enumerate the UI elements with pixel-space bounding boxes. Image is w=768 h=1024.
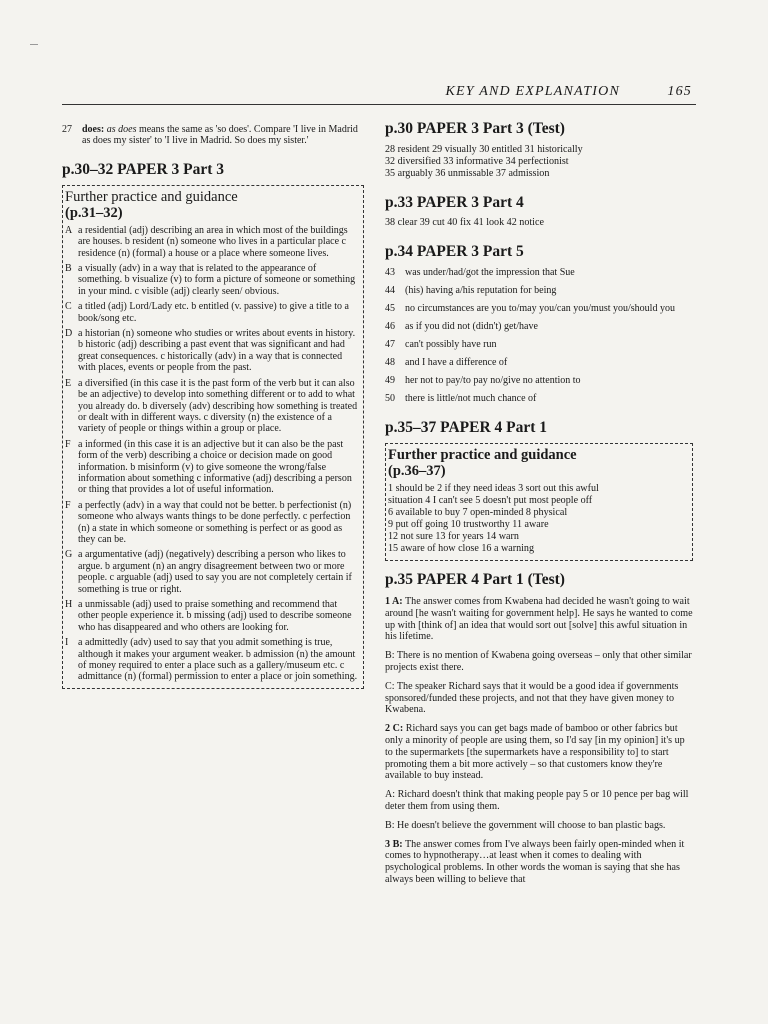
section-title-p35-37: p.35–37 PAPER 4 Part 1: [385, 419, 548, 436]
section-title-p34: p.34 PAPER 3 Part 5: [385, 243, 524, 260]
item-text: her not to pay/to pay no/give no attention to: [405, 375, 581, 386]
paragraph-text: C: The speaker Richard says that it would be a good idea if governments sponsored/funded these projects, and not that they have given money to Kwabena.: [385, 680, 679, 716]
answer-line: 28 resident 29 visually 30 entitled 31 historically: [385, 144, 583, 155]
practice-entry: [65, 549, 359, 595]
practice-entry: [65, 599, 359, 633]
explanation-paragraph: [385, 596, 693, 643]
section-title-p30-32: p.30–32 PAPER 3 Part 3: [62, 160, 225, 178]
entry-letter: F: [65, 499, 71, 511]
entry-text: a titled (adj) Lord/Lady etc. b entitled (v. passive) to give a title to a book/song etc.: [78, 301, 349, 324]
item-27: [62, 124, 364, 147]
item-text: (his) having a/his reputation for being: [405, 285, 557, 296]
practice-entry: [65, 439, 359, 496]
item-text: was under/had/got the impression that Sue: [405, 267, 575, 278]
p30-answers: [385, 144, 693, 180]
entry-text: a residential (adj) describing an area in which most of the buildings are houses. b resident (n) someone who lives in a particular place c residence (n) (formal) a house or a place where someone lives.: [78, 224, 348, 259]
entry-text: a diversified (in this case it is the past form of the verb but it can also be an adjective) to develop into something different or to add to what you already do. b diversely (adv) describing how something is treated or dealt with in different ways. c diversity (n) the existence of a variety of people or things within a group or place.: [78, 377, 358, 435]
practice-box-right: [385, 443, 693, 561]
box-title: Further practice and guidance: [65, 188, 238, 205]
practice-entry: [65, 301, 359, 324]
item-text: means the same as 'so does'. Compare 'I live in Madrid as does my sister' to 'I live in Madrid. So does my sister.': [82, 124, 358, 147]
entry-letter: G: [65, 549, 73, 561]
corner-mark: [30, 44, 38, 45]
page-number: 165: [667, 84, 692, 99]
section-title-p33: p.33 PAPER 3 Part 4: [385, 194, 524, 211]
answer-line: 15 aware of how close 16 a warning: [388, 543, 535, 554]
item-number: 27: [62, 124, 72, 135]
header-rule: [62, 104, 696, 105]
practice-entry: [65, 637, 359, 683]
item-text: can't possibly have run: [405, 339, 497, 350]
explanation-paragraphs: [385, 596, 693, 886]
box-subtitle: (p.31–32): [65, 204, 123, 221]
answer-line: 6 available to buy 7 open-minded 8 physical: [388, 507, 568, 518]
entry-text: a visually (adv) in a way that is related to the appearance of something. b visualize (v) to form a picture of someone or something in your mind. c visible (adj) clearly seen/ obvious.: [78, 263, 356, 297]
entry-letter: B: [65, 263, 72, 275]
practice-entry: [65, 378, 359, 435]
entry-letter: E: [65, 377, 72, 389]
item-number: 43: [385, 267, 395, 278]
section-title-p30-test: p.30 PAPER 3 Part 3 (Test): [385, 120, 565, 137]
p34-item: [385, 375, 693, 387]
answer-line: 12 not sure 13 for years 14 warn: [388, 531, 519, 542]
item-text: and I have a difference of: [405, 357, 508, 368]
item-number: 44: [385, 285, 395, 296]
item-number: 45: [385, 303, 395, 314]
box-answers: [388, 483, 688, 555]
entry-letter: C: [65, 301, 72, 313]
answer-line: 1 should be 2 if they need ideas 3 sort out this awful: [388, 483, 599, 494]
entry-text: a informed (in this case it is an adjective but it can also be the past form of the verb) describing a choice or decision made on good information. b misinform (v) to give someone the wrong/false information about something c informative (adj) describing a person or thing that provides a lot of useful information.: [78, 438, 352, 496]
practice-entry: [65, 225, 359, 259]
practice-entry: [65, 500, 359, 546]
item-number: 48: [385, 357, 395, 368]
entry-text: a admittedly (adv) used to say that you admit something is true, although it makes your argument weaker. b admission (n) the amount of money required to enter a place such as a gallery/museum etc. c admittance (n) (formal) permission to enter a place or join something.: [78, 637, 358, 683]
explanation-paragraph: [385, 723, 693, 782]
answer-line: 35 arguably 36 unmissable 37 admission: [385, 168, 550, 179]
entry-letter: D: [65, 328, 73, 340]
item-text: no circumstances are you to/may you/can you/must you/should you: [405, 303, 675, 314]
entry-text: a argumentative (adj) (negatively) describing a person who likes to argue. b argument (n) an angry disagreement between two or more people. c arguable (adj) used to say you are not completely certain if something is true or right.: [78, 549, 352, 595]
p34-item: [385, 339, 693, 351]
paragraph-text: Richard says you can get bags made of bamboo or other fabrics but only a minority of people are using them, so I'd say [in my opinion] it's up to the supermarkets [the supermarkets have a responsibility to] to start promoting them a bit more actively – so that customers know they're available to buy instead.: [385, 723, 685, 782]
paragraph-text: The answer comes from Kwabena had decided he wasn't going to wait around [he wasn't waiting for government help]. He says he wanted to come up with [think of] an idea that would sort out [solve] this awful situation in his lifetime.: [385, 596, 693, 643]
section-title-p35-test: p.35 PAPER 4 Part 1 (Test): [385, 571, 565, 588]
left-column: [62, 120, 364, 689]
paragraph-text: B: There is no mention of Kwabena going overseas – only that other similar projects exist there.: [385, 650, 692, 673]
entry-text: a perfectly (adv) in a way that could not be better. b perfectionist (n) someone who always wants things to be done perfectly. c perfection (n) a state in which someone or something is perfect or as good as they can be.: [78, 499, 352, 545]
box-title: Further practice and guidance: [388, 447, 577, 463]
answer-line: 9 put off going 10 trustworthy 11 aware: [388, 519, 549, 530]
item-text: there is little/not much chance of: [405, 393, 537, 404]
p33-answers: 38 clear 39 cut 40 fix 41 look 42 notice: [385, 217, 544, 228]
p34-item: [385, 357, 693, 369]
item-italic: as does: [106, 124, 137, 135]
answer-line: 32 diversified 33 informative 34 perfectionist: [385, 156, 569, 167]
item-number: 50: [385, 393, 395, 404]
answer-line: situation 4 I can't see 5 doesn't put most people off: [388, 495, 593, 506]
practice-entry: [65, 263, 359, 297]
paragraph-lead: 2 C:: [385, 723, 404, 735]
paragraph-lead: 3 B:: [385, 838, 403, 850]
practice-entry: [65, 328, 359, 374]
explanation-paragraph: [385, 839, 693, 886]
box-subtitle: (p.36–37): [388, 463, 446, 479]
p34-item: [385, 303, 693, 315]
explanation-paragraph: [385, 820, 693, 832]
item-number: 49: [385, 375, 395, 386]
item-number: 47: [385, 339, 395, 350]
entry-letter: H: [65, 599, 73, 610]
paragraph-lead: 1 A:: [385, 596, 403, 607]
running-head: [62, 84, 692, 104]
p34-item: [385, 393, 693, 405]
paragraph-text: A: Richard doesn't think that making people pay 5 or 10 pence per bag will deter them from using them.: [385, 789, 689, 812]
explanation-paragraph: [385, 681, 693, 716]
p34-item: [385, 321, 693, 333]
entry-text: a historian (n) someone who studies or writes about events in history. b historic (adj) describing a past event that was significant and had great consequences. c historically (adv) in a way that is connected with places, events or people from the past.: [78, 328, 356, 374]
paragraph-text: B: He doesn't believe the government will choose to ban plastic bags.: [385, 819, 666, 831]
explanation-paragraph: [385, 650, 693, 674]
entry-list: [65, 225, 359, 683]
item-text: as if you did not (didn't) get/have: [405, 321, 538, 332]
paragraph-text: The answer comes from I've always been fairly open-minded when it comes to hypnotherapy…at least when it comes to dealing with psychological problems. In other words the woman is saying that she has always been willing to believe that: [385, 838, 685, 885]
p34-item: [385, 267, 693, 279]
entry-text: a unmissable (adj) used to praise something and recommend that other people experience it. b missing (adj) used to describe someone who has disappeared and who others are looking for.: [78, 599, 352, 633]
entry-letter: A: [65, 224, 73, 236]
practice-box-left: [62, 185, 364, 689]
explanation-paragraph: [385, 789, 693, 813]
p34-item: [385, 285, 693, 297]
p34-answers: [385, 267, 693, 405]
right-column: [385, 120, 693, 886]
running-head-title: KEY AND EXPLANATION: [445, 84, 620, 99]
entry-letter: F: [65, 438, 71, 450]
entry-letter: I: [65, 637, 69, 649]
item-number: 46: [385, 321, 395, 332]
item-word: does:: [82, 124, 105, 135]
